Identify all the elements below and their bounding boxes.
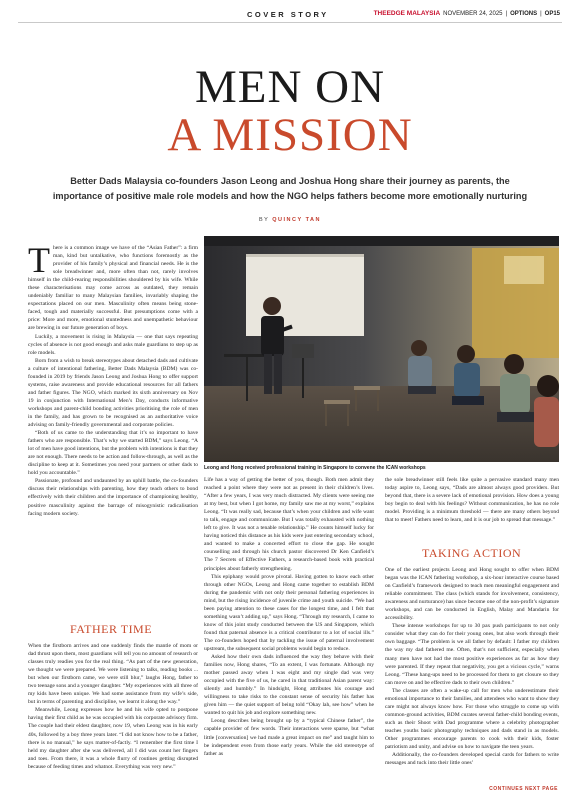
column-2 — [204, 476, 374, 758]
paragraph: Passionate, profound and undaunted by an uphill battle, the co-founders discuss their relationships with parenting, how they teach others to bond effectively with their children and the importance of championing healthy, positive masculinity against the barrage of misogynistic radicalisation facing modern society. — [28, 478, 198, 517]
byline — [0, 217, 580, 223]
paragraph: Additionally, the co-founders developed special cards for fathers to write messages and tuck into their little ones’ — [385, 752, 559, 767]
paragraph: This epiphany would prove pivotal. Having gotten to know each other through other NGOs, Leong and Hong came together to establish BDM during the pandemic with not only their personal fathering experiences in mind, but the rising incidence of juvenile crime and youth suicide. “We had been paying attention to these cases for the longest time, and I felt that something wasn’t adding up,” says Hong. “Through my research, I came to know of this joint study conducted between the US and Singapore, which found that paternal absence is a critical contributor to a lot of social ills.” The co-founders hoped that by tackling the issue of paternal involvement upstream, the subsequent social problems would begin to reduce. — [204, 573, 374, 652]
folio-separator: | — [505, 11, 508, 17]
issue-date: NOVEMBER 24, 2025 — [443, 11, 503, 17]
photo-caption: Leong and Hong received professional training in Singapore to convene the ICAN workshops — [204, 465, 426, 471]
column-3-intro — [385, 476, 559, 524]
paragraph: Leong describes being brought up by a “typical Chinese father”, the capable provider of few words. Their interactions were sparse, but “what little [conversation] we had made a great impact on me” and taught him to be independent even from those early years. While the old stereotype of father as — [204, 718, 374, 757]
paragraph — [28, 240, 198, 333]
byline-prefix: BY — [259, 217, 270, 223]
paragraph: “Both of us came to the understanding that it’s so important to have fathers who are responsible. That’s why we started BDM,” says Leong. “A lot of men have good intentions, but the problem with intentions is that they are not enough. There needs to be action and follow-through, as well as the discipline to keep at it. Sometimes you need your partners or other dads to hold you accountable.” — [28, 430, 198, 477]
workshop-photo — [204, 236, 559, 462]
headline-line-1: MEN ON — [194, 61, 386, 113]
drop-cap: T — [28, 240, 50, 280]
section-label: COVER STORY — [247, 10, 329, 19]
paragraph: When the firstborn arrives and one suddenly finds the mantle of mom or dad thrust upon them, most guardians will tell you no amount of research or classes truly readies you for the real thing. “As part of the new generation, we thought we were prepared. We were listening to talks, reading books ... but when our firstborn came, we were still blur,” laughs Hong, father to two teenage sons and a younger daughter. “My experiences with all three of my kids have been unique. We had some assistance from my wife’s side, but in terms of parenting and discipline, we learnt it along the way.” — [28, 643, 198, 706]
headline-line-2: A MISSION — [167, 109, 413, 161]
column-1-father-time — [28, 642, 198, 771]
paragraph: Asked how their own dads influenced the way they behave with their families now, Hong shares, “To an extent, I was fortunate. Although my mother passed away when I was eight and my single dad was very occupied with the five of us, he cared in that traditional Asian parent way: silently and humbly.” In hindsight, Hong attributes his courage and willingness to take risks to the constant sense of security his father has given him — the quiet support of being told “Okay lah, see how” when he wanted to quit his job and explore something new. — [204, 654, 374, 717]
standfirst: Better Dads Malaysia co-founders Jason Leong and Joshua Hong share their journey as parents, the importance of positive male role models and how the NGO helps fathers become more emotionally nurturing — [52, 176, 528, 201]
byline-author: QUINCY TAN — [272, 217, 321, 223]
paragraph-text: here is a common image we have of the “Asian Father”: a firm man, kind but untalkative, who functions foremostly as the provider of his family’s physical and financial needs. He is the sole breadwinner and, more often than not, rarely involves himself in the child-rearing responsibilities shouldered by his wife. While these characterisations may come across as outdated, they remain undeniably familiar to many Malaysian families, invariably shaping the expectations placed on our men. Masculinity often means being stone-faced, tough and materially successful. But presumptions come with a price: More and more, emotional stuntedness and unempathetic behaviour are brewing in our future generation of boys. — [28, 245, 198, 332]
header-rule — [18, 22, 562, 23]
folio-separator-2: | — [540, 11, 542, 17]
paragraph: Meanwhile, Leong expresses how he and his wife opted to postpone having their first child as he was occupied with his corporate advisory firm. The couple had their eldest daughter, now 19, when Leong was in his early 40s, followed by a boy three years later. “I did not know how to be a father, there is no manual,” he says matter-of-factly. “I remember the first time I held my daughter after she was delivered, all I did was count her fingers and toes. From there, it was a whole flurry of routines getting disrupted because of feeding times and whatnot. Everything was very new.” — [28, 707, 198, 770]
column-1-intro — [28, 240, 198, 518]
paragraph: The classes are often a wake-up call for men who underestimate their emotional importance to their families, and attendees who want to show they care might not always know how. For those who struggle to come up with common-ground activities, BDM curates several father-child bonding events, such as their Shoot with Dad programme where a celebrity photographer teaches youths basic photography techniques and dads stand in as models. Other programmes encourage parents to cook with their kids, foster patriotism and unity, and advise on how to navigate the teen years. — [385, 687, 559, 751]
paragraph: These intense workshops for up to 30 pax push participants to not only consider what they can do for their young ones, but also work through their own baggage. “The problem is we all father by default: I father my children the way my dad fathered me. Often, that’s not sufficient, especially when many men have not had the most positive experiences as far as how they were parented. If they repeat that negativity, you get a vicious cycle,” warns Leong. “These hang-ups need to be processed for them to get closure so they can move on and be effective dads to their own children.” — [385, 623, 559, 686]
section-right: OPTIONS — [510, 11, 538, 17]
continues-next-page: CONTINUES NEXT PAGE — [489, 786, 558, 792]
paragraph: the sole breadwinner still feels like quite a pervasive standard many men today aspire to, Leong says, “Dads are almost always good providers. But beyond that, there is a severe lack of emotional provision. How does a young boy begin to deal with his feelings? Without communication, he has no role model. Providing is a minimum threshold — there are many others beyond that to meet! Fathers need to learn, and it is our job to spread that message.” — [385, 477, 559, 524]
page-number: OP15 — [544, 11, 560, 17]
paragraph: Born from a wish to break stereotypes about detached dads and cultivate a culture of intentional fathering, Better Dads Malaysia (BDM) was co-founded in 2019 by friends Jason Leong and Joshua Hong to offer support systems, raise awareness and provide educational resources for all fathers and father figures. The NGO, which marked its sixth anniversary on Nov 19 in conjunction with International Men’s Day, conducts informative workshops and parent-child bonding activities prioritising the role of men in the family, and has grown to be recognised as an authoritative voice advising on family-friendly governmental and corporate policies. — [28, 357, 198, 429]
subhead-taking-action: TAKING ACTION — [422, 546, 522, 560]
paragraph: Life has a way of getting the better of you, though. Both men admit they reached a point where they were not as present in their children’s lives. “After a few years, I was very much distracted. My clients were seeing me at my best, but when I got home, my family saw me at my worst,” explains Leong. “It was really sad, because that’s when your children and wife want to talk, engage and communicate. But I was totally exhausted with nothing left to give. It was not a tenable relationship.” He counts himself lucky for having noticed this distance as his kids were just entering secondary school, and wanted to make a concerted effort to close the gap. He sought counselling and through his church pastor discovered Dr Ken Canfield’s The 7 Secrets of Effective Fathers, a research-based book with practical principles about fatherly strengthening. — [204, 477, 374, 572]
paragraph: One of the earliest projects Leong and Hong sought to offer when BDM began was the ICAN fathering workshop, a six-hour interactive course based on Canfield’s framework designed to teach men meaningful engagement and reliable commitment. The class (which stands for involvement, consistency, awareness and nurturance) has since become one of the non-profit’s signature workshops, and can be conducted in English, Malay and Mandarin for accessibility. — [385, 567, 559, 622]
workshop-photo-illustration — [204, 236, 559, 462]
paragraph: Luckily, a movement is rising in Malaysia — one that says repeating cycles of absence is not good enough and asks male guardians to step up as role models. — [28, 333, 198, 356]
folio — [374, 10, 560, 17]
column-3-taking-action — [385, 566, 559, 767]
publication-name: THEEDGE MALAYSIA — [373, 10, 441, 17]
subhead-father-time: FATHER TIME — [70, 622, 153, 636]
